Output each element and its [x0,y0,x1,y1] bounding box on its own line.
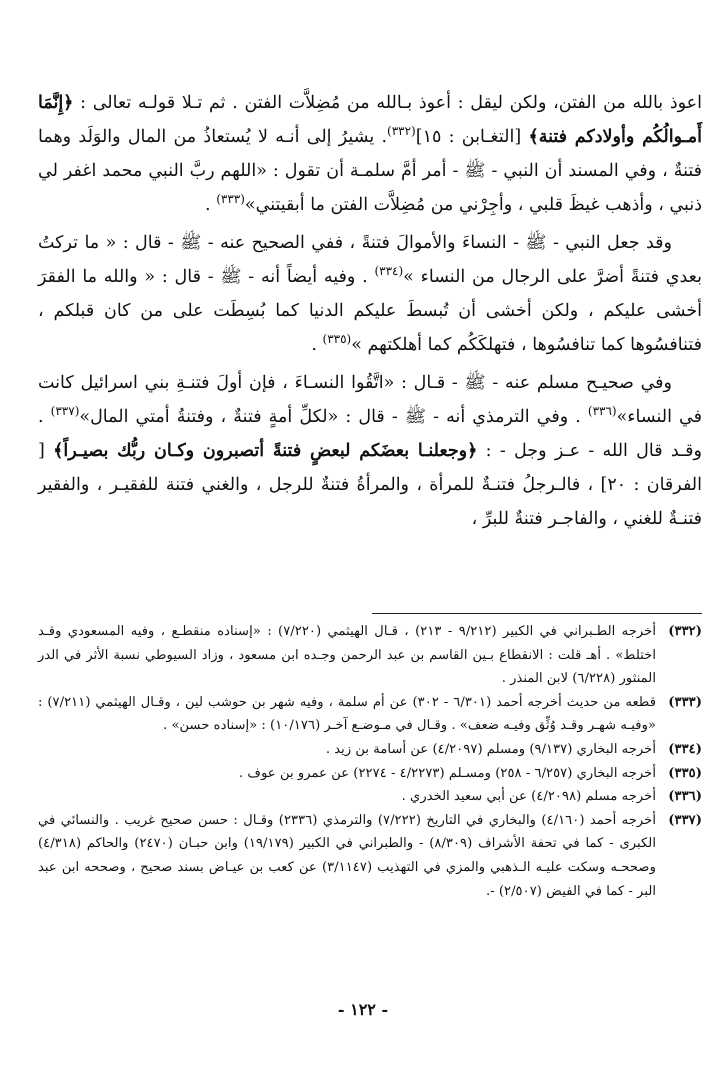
footnote-ref-334: (٣٣٤) [374,264,404,279]
paragraph-3-text-1: وفي صحيـح مسلم عنه - ﷺ - قـال : «اتَّقُوا النسـاءَ ، فإن أولَ فتنـةِ بني اسرائيل كانت في النساء» [38,373,702,427]
footnote-text: أخرجه البخاري (٦/٢٥٧ - ٢٥٨) ومسـلم (٤/٢٢٧٣ - ٢٢٧٤) عن عمرو بن عوف . [239,765,656,781]
footnote-number: (٣٣٤) [668,741,702,757]
footnote-number: (٣٣٦) [668,789,702,805]
footnote-ref-332: (٣٣٢) [387,124,416,139]
footnote-ref-335: (٣٣٥) [322,332,352,347]
paragraph-3-text-2: . وفي الترمذي أنه - ﷺ - قال : «لكلِّ أمةٍ فتنةٌ ، وفتنةُ أمتي المال» [79,407,588,427]
footnote-number: (٣٣٧) [668,812,702,828]
paragraph-2-text-3: . [311,335,323,355]
paragraph-2-text-1: وقد جعل النبي - ﷺ - النساءَ والأموالَ فتنةً ، ففي الصحيح عنه - ﷺ - قال : « ما تركتُ بعدي فتنةً أضرَّ على الرجال من النساء » [38,233,702,287]
footnotes [38,620,702,903]
paragraph-1 [38,86,702,222]
paragraph-3 [38,366,702,536]
footnote-number: (٣٣٢) [668,624,702,639]
footnote-text: أخرجه الطـبراني في الكبير (٩/٢١٢ - ٢١٣) ، قـال الهيثمي (٧/٢٢٠) : «إسناده منقطـع ، وفيه المسعودي وقـد اختلط» . أهـ قلت : الانقطاع بـين القاسم بن عبد الرحمن وجـده ابن مسعود ، وزاد السيوطي نسبة الأثر في الدر المنثور (٦/٢٢٨) لابن المنذر . [38,624,656,687]
footnote-number: (٣٣٥) [668,765,702,781]
footnote-334 [38,738,702,762]
footnote-text: أخرجه مسلم (٤/٢٠٩٨) عن أبي سعيد الخدري . [401,789,656,805]
footnote-ref-333: (٣٣٣) [216,192,245,207]
paragraph-2-text-2: . وفيه أيضاً أنه - ﷺ - قال : « والله ما الفقرَ أخشى عليكم ، ولكن أخشى أن تُبسطَ عليكم الدنيا كما بُسِطَت على من كان قبلكم ، فتنافسُوها كما تنافسُوها ، فتهلكَكُم كما أهلكتهم » [38,267,702,355]
paragraph-3-text-3: . وقـد قال الله - عـز وجل - : [38,407,702,461]
footnote-337 [38,809,702,903]
footnote-number: (٣٣٣) [668,694,702,710]
paragraph-3-text-4: [ الفرقان : ٢٠] ، فالـرجلُ فتنـةٌ للمرأة ، والمرأةُ فتنةٌ للرجل ، والغني فتنة للفقيـر ، والفقير فتنـةٌ للغني ، والفاجـر فتنةٌ للبرِّ ، [38,441,702,529]
quran-verse-1: ﴿إِنَّمَا أَمـوالُكُم وأولادكم فتنة﴾ [38,93,702,147]
footnote-332 [38,620,702,691]
paragraph-2 [38,226,702,362]
footnote-ref-336: (٣٣٦) [587,404,617,419]
paragraph-1-text-2: [التغـابن : ١٥] [415,127,529,147]
quran-verse-2: ﴿وجعلنـا بعضَكم لبعضٍ فتنةً أتصبرون وكـان ربُّك بصيـراً﴾ [53,441,478,461]
footnote-336 [38,785,702,809]
paragraph-1-text-3: . يشيرُ إلى أنـه لا يُستعاذُ من المال والوَلَد وهما فتنةٌ ، وفي المسند أن النبي - ﷺ - أمر أمَّ سلمـة أن تقول : «اللهم ربَّ النبي محمد اغفر لي ذنبي ، وأذهب غيظَ قلبي ، وأجِرْني من مُضِلاَّت الفتن ما أبقيتني» [38,127,702,215]
footnote-333 [38,691,702,738]
main-text [38,86,702,540]
paragraph-1-text-1: اعوذ بالله من الفتن، ولكن ليقل : أعوذ بـالله من مُضِلاَّت الفتن . ثم تـلا قولـه تعالى : [73,93,702,113]
footnote-text: أخرجه البخاري (٩/١٣٧) ومسلم (٤/٢٠٩٧) عن أسامة بن زيد . [325,741,656,757]
paragraph-1-text-4: . [205,195,217,215]
footnote-text: أخرجه أحمد (٤/١٦٠) والبخاري في التاريخ (٧/٢٢٢) والترمذي (٢٣٣٦) وقـال : حسن صحيح غريب . والنسائي في الكبرى - كما في تحفة الأشراف (٨/٣٠٩) - والطبراني في الكبير (١٩/١٧٩) وابن حبـان (٢٤٧٠) والحاكم (٤/٣١٨) وصححـه وسكت عليـه الـذهبي والمزي في التهذيب (٣/١١٤٧) عن كعب بن عيـاض بسند صحيح ، وصححه ابن عبد البر - كما في الفيض (٢/٥٠٧) -. [38,812,656,899]
footnote-335 [38,762,702,786]
footnote-text: قطعه من حديث أخرجه أحمد (٦/٣٠١ - ٣٠٢) عن أم سلمة ، وفيه شهر بن حوشب لين ، وقـال الهيثمي (٧/٢١١) : «وفيـه شهـر وقـد وُثِّق وفيـه ضعف» . وقـال في مـوضـع آخـر (١٠/١٧٦) : «إسناده حسن» . [38,694,657,734]
footnote-divider [372,613,702,614]
page-number: - ١٢٢ - [337,1000,389,1019]
footnote-ref-337: (٣٣٧) [50,404,80,419]
